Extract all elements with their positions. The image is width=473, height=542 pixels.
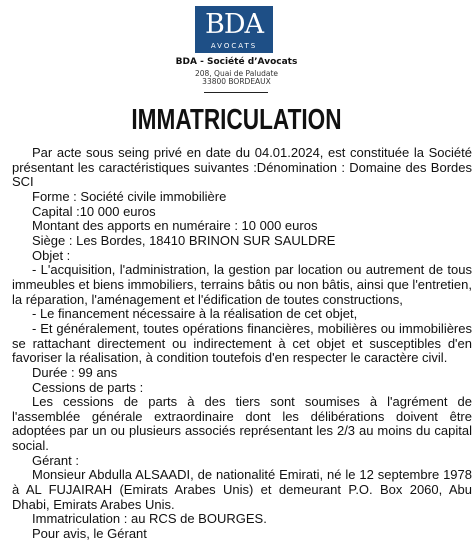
- notice-manager-heading: Gérant :: [32, 452, 79, 468]
- notice-duration: Durée : 99 ans: [32, 364, 118, 380]
- notice-transfers-text: Les cessions de parts à des tiers sont soumises à l'agrément de l'assemblée générale extraordinaire dont les délibérations doivent être adoptées par un ou plusieurs associés représentant les 2/3 au moins du capital social.: [12, 394, 472, 454]
- notice-transfers-heading: Cessions de parts :: [32, 379, 144, 395]
- firm-address-street: 208, Quai de Paludate: [194, 69, 279, 78]
- logo-mark: BDA: [205, 9, 263, 40]
- notice-form: Forme : Société civile immobilière: [32, 188, 227, 204]
- firm-logo: [195, 6, 273, 53]
- notice-intro: Par acte sous seing privé en date du 04.01.2024, est constituée la Société présentant les caractéristiques suivantes :Dénomination : Domaine des Bordes SCI: [12, 145, 472, 190]
- notice-title: IMMATRICULATION: [131, 104, 342, 136]
- notice-purpose-item: - Le financement nécessaire à la réalisation de cet objet,: [32, 306, 358, 322]
- notice-contributions: Montant des apports en numéraire : 10 000 euros: [32, 218, 318, 234]
- notice-capital: Capital :10 000 euros: [32, 203, 156, 219]
- notice-signature: Pour avis, le Gérant: [32, 526, 147, 542]
- notice-purpose-heading: Objet :: [32, 247, 71, 263]
- notice-head-office: Siège : Les Bordes, 18410 BRINON SUR SAULDRE: [32, 232, 336, 248]
- notice-purpose-item: - Et généralement, toutes opérations financières, mobilières ou immobilières se rattachant directement ou indirectement à cet objet et susceptibles d'en favoriser la réalisation, à condition toutefois d'en respecter le caractère civil.: [12, 320, 472, 366]
- notice-registration: Immatriculation : au RCS de BOURGES.: [32, 511, 267, 527]
- notice-purpose-item: - L'acquisition, l'administration, la gestion par location ou autrement de tous immeubles et biens immobiliers, terrains bâtis ou non bâtis, ainsi que l'entretien, la réparation, l'aménagement et l'édification de toutes constructions,: [12, 262, 472, 307]
- firm-address-city: 33800 BORDEAUX: [202, 77, 271, 86]
- notice-body: [12, 146, 472, 542]
- logo-subtext: AVOCATS: [210, 42, 258, 50]
- notice-manager-text: Monsieur Abdulla ALSAADI, de nationalité Emirati, né le 12 septembre 1978 à AL FUJAIRAH (Emirats Arabes Unis) et demeurant P.O. Box 2060, Abu Dhabi, Emirats Arabes Unis.: [12, 467, 472, 512]
- firm-name: BDA - Société d’Avocats: [175, 57, 298, 67]
- header-divider: [204, 92, 268, 93]
